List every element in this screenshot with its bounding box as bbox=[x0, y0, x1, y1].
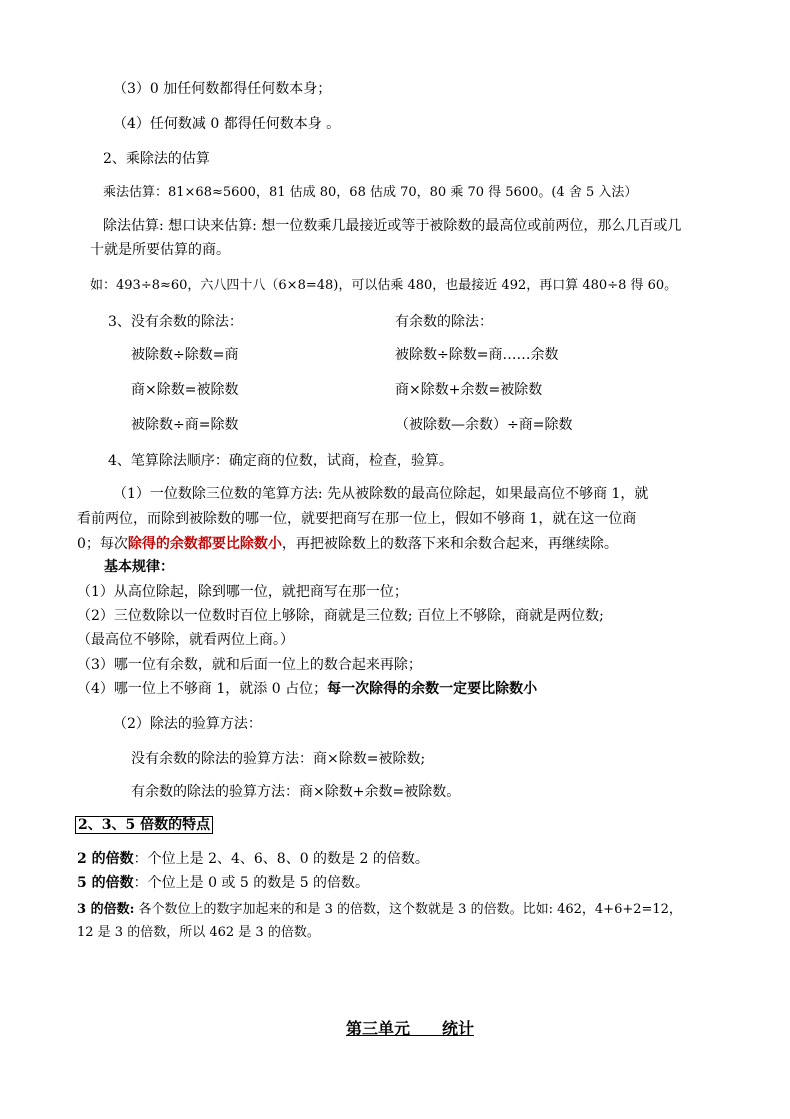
line3-end: ，再把被除数上的数落下来和余数合起来，再继续除。 bbox=[281, 536, 618, 552]
basic-rule-4 bbox=[77, 680, 537, 698]
multiples-section-title bbox=[75, 816, 213, 834]
written-division-method-line1: （1）一位数除三位数的笔算方法: 先从被除数的最高位除起，如果最高位不够商 1，就 bbox=[113, 486, 649, 502]
division-estimation-example: 如：493÷8≈60，六八四十八（6×8=48)，可以估乘 480，也最接近 492，再口算 480÷8 得 60。 bbox=[90, 278, 678, 293]
remainder-heading: 有余数的除法： bbox=[395, 314, 493, 330]
multiples-title-box: 2、3、5 倍数的特点 bbox=[75, 816, 213, 834]
no-remainder-formula-3: 被除数÷商=除数 bbox=[131, 417, 239, 433]
remainder-formula-1: 被除数÷除数=商……余数 bbox=[395, 347, 559, 363]
multiples-of-2-text: ：个位上是 2、4、6、8、0 的数是 2 的倍数。 bbox=[133, 851, 429, 867]
remainder-formula-2: 商×除数+余数=被除数 bbox=[395, 382, 543, 398]
basic-rule-4-text: （4）哪一位上不够商 1，就添 0 占位； bbox=[77, 681, 328, 697]
division-estimation-line1: 除法估算: 想口诀来估算: 想一位数乘几最接近或等于被除数的最高位或前两位，那么几百或几 bbox=[103, 218, 682, 234]
multiples-of-5 bbox=[77, 874, 369, 892]
written-division-method-line3 bbox=[77, 535, 618, 553]
rule-subtract-zero: （4）任何数减 0 都得任何数本身 。 bbox=[113, 116, 341, 132]
multiples-of-3-label: 3 的倍数: bbox=[77, 902, 135, 917]
basic-rule-2: （2）三位数除以一位数时百位上够除，商就是三位数; 百位上不够除，商就是两位数; bbox=[77, 608, 604, 624]
no-remainder-formula-1: 被除数÷除数=商 bbox=[131, 347, 239, 363]
multiples-of-3-text: 各个数位上的数字加起来的和是 3 的倍数，这个数就是 3 的倍数。比如: 462，4+6+2=12， bbox=[134, 902, 682, 917]
section-heading-estimation: 2、乘除法的估算 bbox=[103, 151, 210, 167]
verification-no-remainder: 没有余数的除法的验算方法：商×除数=被除数; bbox=[131, 751, 426, 767]
no-remainder-heading: 3、没有余数的除法： bbox=[108, 314, 243, 330]
basic-rules-heading: 基本规律： bbox=[104, 559, 174, 575]
multiples-of-2-label: 2 的倍数 bbox=[77, 851, 134, 867]
verification-with-remainder: 有余数的除法的验算方法：商×除数+余数=被除数。 bbox=[131, 784, 461, 800]
rule-add-zero: （3）0 加任何数都得任何数本身； bbox=[113, 81, 332, 97]
remainder-formula-3: （被除数—余数）÷商=除数 bbox=[395, 417, 573, 433]
basic-rule-3: （3）哪一位有余数，就和后面一位上的数合起来再除； bbox=[77, 657, 422, 673]
multiples-of-3 bbox=[77, 901, 682, 919]
multiples-of-3-line2: 12 是 3 的倍数，所以 462 是 3 的倍数。 bbox=[77, 925, 320, 940]
multiplication-estimation: 乘法估算：81×68≈5600，81 估成 80，68 估成 70，80 乘 70 得 5600。(4 舍 5 入法） bbox=[103, 185, 638, 200]
basic-rule-2-note: （最高位不够除，就看两位上商。） bbox=[77, 632, 294, 648]
basic-rule-4-bold: 每一次除得的余数一定要比除数小 bbox=[327, 681, 538, 697]
basic-rule-1: （1）从高位除起，除到哪一位，就把商写在那一位； bbox=[77, 584, 408, 600]
unit-title: 第三单元 统计 bbox=[346, 1019, 475, 1038]
verification-heading: （2）除法的验算方法： bbox=[113, 716, 262, 732]
multiples-of-2 bbox=[77, 850, 429, 868]
no-remainder-formula-2: 商×除数=被除数 bbox=[131, 382, 239, 398]
written-division-method-line2: 看前两位，而除到被除数的哪一位，就要把商写在那一位上，假如不够商 1，就在这一位商 bbox=[77, 511, 637, 527]
highlight-remainder-rule: 除得的余数都要比除数小 bbox=[127, 536, 282, 552]
written-division-order: 4、笔算除法顺序：确定商的位数，试商，检查，验算。 bbox=[108, 453, 453, 469]
line3-start: 0；每次 bbox=[77, 536, 128, 552]
division-estimation-line2: 十就是所要估算的商。 bbox=[90, 242, 230, 258]
multiples-of-5-text: ：个位上是 0 或 5 的数是 5 的倍数。 bbox=[133, 875, 370, 891]
multiples-of-5-label: 5 的倍数 bbox=[77, 875, 134, 891]
